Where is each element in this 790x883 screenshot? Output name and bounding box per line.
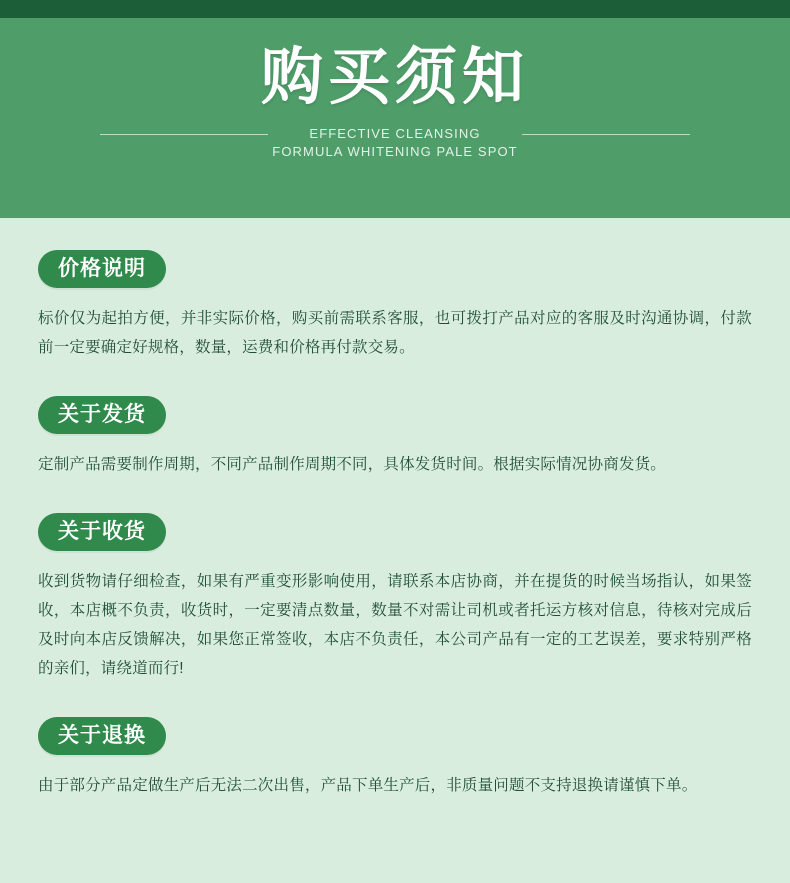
section-price	[38, 250, 752, 362]
notice-sections	[0, 218, 790, 800]
header-subtitle	[272, 125, 517, 161]
section-shipping	[38, 396, 752, 479]
header-subtitle-wrap	[0, 125, 790, 161]
section-text-shipping: 定制产品需要制作周期，不同产品制作周期不同，具体发货时间。根据实际情况协商发货。	[38, 456, 667, 473]
divider-line-right	[522, 134, 690, 135]
section-label-price: 价格说明	[38, 250, 166, 288]
header-inner	[0, 18, 790, 218]
page-title: 购买须知	[260, 44, 529, 112]
header-banner	[0, 18, 790, 218]
header-subtitle-line2: FORMULA WHITENING PALE SPOT	[272, 144, 518, 160]
header-subtitle-line1: EFFECTIVE CLEANSING	[309, 126, 481, 142]
section-receiving	[38, 513, 752, 683]
section-label-returns: 关于退换	[38, 717, 166, 755]
section-text-returns: 由于部分产品定做生产后无法二次出售，产品下单生产后，非质量问题不支持退换请谨慎下单。	[38, 777, 698, 794]
top-accent-bar	[0, 0, 790, 18]
section-label-receiving: 关于收货	[38, 513, 166, 551]
section-text-price: 标价仅为起拍方便，并非实际价格，购买前需联系客服，也可拨打产品对应的客服及时沟通协调，付款前一定要确定好规格，数量，运费和价格再付款交易。	[38, 310, 752, 356]
section-label-shipping: 关于发货	[38, 396, 166, 434]
section-returns	[38, 717, 752, 800]
section-text-receiving: 收到货物请仔细检查，如果有严重变形影响使用，请联系本店协商，并在提货的时候当场指认，如果签收，本店概不负责，收货时，一定要清点数量，数量不对需让司机或者托运方核对信息，待核对完成后及时向本店反馈解决，如果您正常签收，本店不负责任，本公司产品有一定的工艺误差，要求特别严格的亲们，请绕道而行!	[38, 573, 752, 677]
divider-line-left	[100, 134, 268, 135]
